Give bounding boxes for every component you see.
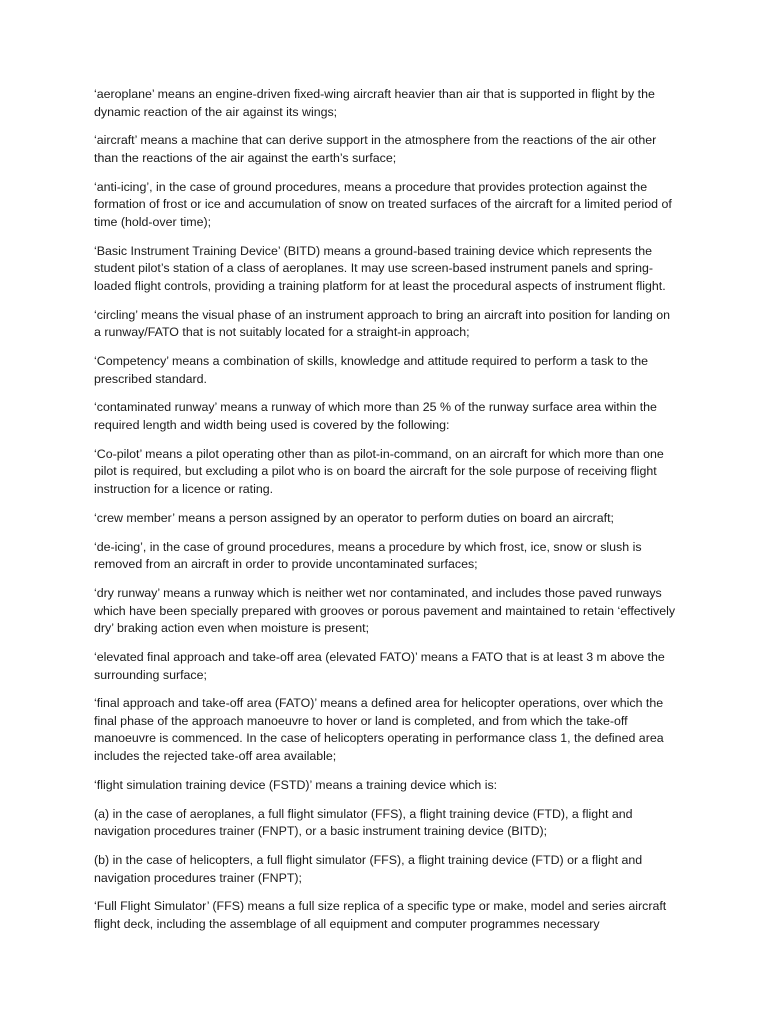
definition-fstd: ‘flight simulation training device (FSTD)’ means a training device which is: bbox=[94, 777, 498, 792]
definition-fstd-item-a: (a) in the case of aeroplanes, a full flight simulator (FFS), a flight training device (FTD), a flight and navigation procedures trainer (FNPT), or a basic instrument training device (BITD); bbox=[94, 806, 633, 839]
definition-circling: ‘circling’ means the visual phase of an instrument approach to bring an aircraft into position for landing on a runway/FATO that is not suitably located for a straight-in approach; bbox=[94, 307, 671, 340]
definition-anti-icing: ‘anti-icing’, in the case of ground procedures, means a procedure that provides protection against the formation of frost or ice and accumulation of snow on treated surfaces of the aircraft for a limited period of time (hold-over time); bbox=[94, 179, 672, 229]
definition-ffs: ‘Full Flight Simulator’ (FFS) means a full size replica of a specific type or make, model and series aircraft flight deck, including the assemblage of all equipment and computer programmes necessary bbox=[94, 899, 667, 931]
definition-aeroplane: ‘aeroplane’ means an engine-driven fixed-wing aircraft heavier than air that is supported in flight by the dynamic reaction of the air against its wings; bbox=[94, 87, 655, 119]
definition-co-pilot: ‘Co-pilot’ means a pilot operating other than as pilot-in-command, on an aircraft for which more than one pilot is required, but excluding a pilot who is on board the aircraft for the sole purpose of receiving flight instruction for a licence or rating. bbox=[94, 446, 664, 496]
document-page bbox=[94, 86, 678, 945]
definition-dry-runway: ‘dry runway’ means a runway which is neither wet nor contaminated, and includes those paved runways which have been specially prepared with grooves or porous pavement and maintained to retain ‘effectively dry’ braking action even when moisture is present; bbox=[94, 585, 676, 636]
definition-de-icing: ‘de-icing’, in the case of ground procedures, means a procedure by which frost, ice, snow or slush is removed from an aircraft in order to provide uncontaminated surfaces; bbox=[94, 539, 642, 572]
definition-fato: ‘final approach and take-off area (FATO)’ means a defined area for helicopter operations, over which the final phase of the approach manoeuvre to hover or land is completed, and from which the take-off manoeuvre is commenced. In the case of helicopters operating in performance class 1, the defined area includes the rejected take-off area available; bbox=[94, 696, 664, 764]
definition-bitd: ‘Basic Instrument Training Device’ (BITD) means a ground-based training device which represents the student pilot’s station of a class of aeroplanes. It may use screen-based instrument panels and spring-loaded flight controls, providing a training platform for at least the procedural aspects of instrument flight. bbox=[94, 243, 666, 293]
definition-contaminated-runway: ‘contaminated runway’ means a runway of which more than 25 % of the runway surface area within the required length and width being used is covered by the following: bbox=[94, 400, 657, 433]
definition-crew-member: ‘crew member’ means a person assigned by an operator to perform duties on board an aircraft; bbox=[94, 510, 614, 525]
definition-fstd-item-b: (b) in the case of helicopters, a full flight simulator (FFS), a flight training device (FTD) or a flight and navigation procedures trainer (FNPT); bbox=[94, 853, 643, 885]
definition-competency: ‘Competency’ means a combination of skills, knowledge and attitude required to perform a task to the prescribed standard. bbox=[94, 354, 648, 386]
definition-elevated-fato: ‘elevated final approach and take-off area (elevated FATO)’ means a FATO that is at least 3 m above the surrounding surface; bbox=[94, 649, 665, 682]
definition-aircraft: ‘aircraft’ means a machine that can derive support in the atmosphere from the reactions of the air other than the reactions of the air against the earth’s surface; bbox=[94, 133, 657, 165]
